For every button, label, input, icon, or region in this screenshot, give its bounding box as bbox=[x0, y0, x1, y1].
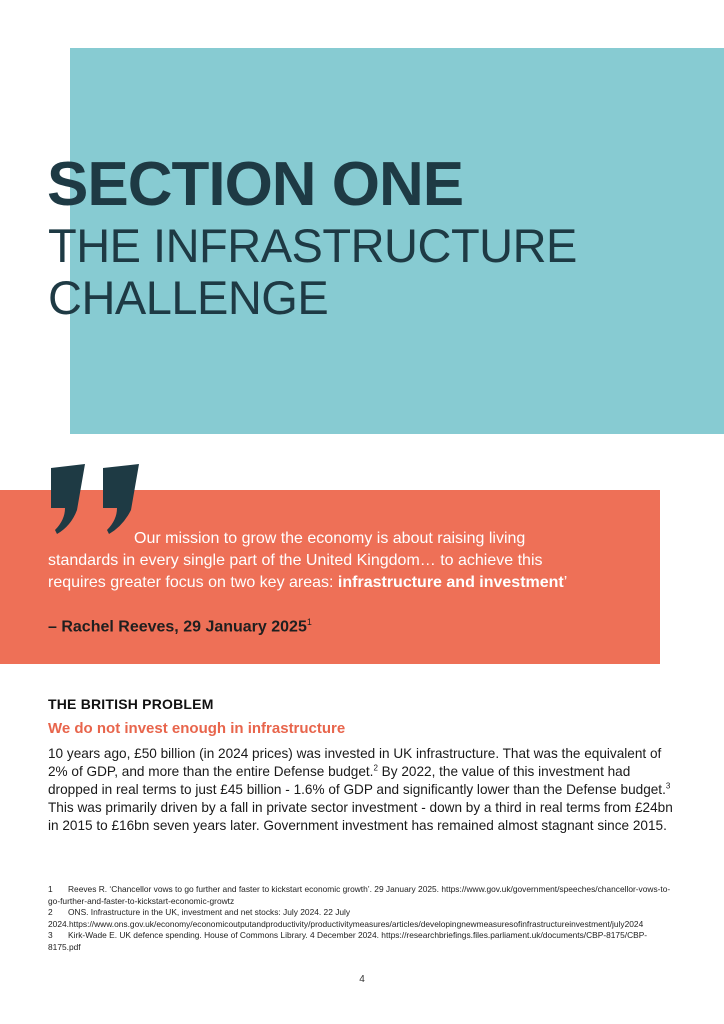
body-text-part-3: This was primarily driven by a fall in private sector investment - down by a third in real terms from £24bn in 2015 to £16bn seven years later. Government investment has remained almost stagnant since 2015. bbox=[48, 800, 673, 833]
quote-line-2: standards in every single part of the United Kingdom… to achieve this bbox=[48, 552, 543, 569]
footnote-text: Reeves R. ‘Chancellor vows to go further and faster to kickstart economic growth’. 29 January 2025. https://www.gov.uk/government/speeches/chancellor-vows-to-go-further-and-faster-to-kickstart-economic-growtz bbox=[48, 884, 671, 906]
footnote-number: 1 bbox=[48, 884, 53, 894]
body-text-part-1: 10 years ago, £50 billion (in 2024 prices) was invested in UK infrastructure. That was the equivalent of 2% of GDP, and more than the entire Defense budget. bbox=[48, 746, 662, 779]
footnote-ref-3: 3 bbox=[665, 781, 671, 791]
section-subheading: We do not invest enough in infrastructure bbox=[48, 720, 346, 737]
footnote-item bbox=[48, 930, 678, 953]
footnote-item bbox=[48, 884, 678, 907]
page-title bbox=[48, 220, 648, 324]
footnote-text: Kirk-Wade E. UK defence spending. House of Commons Library. 4 December 2024. https://researchbriefings.files.parliament.uk/documents/CBP-8175/CBP-8175.pdf bbox=[48, 930, 648, 952]
body-text-part-2: By 2022, the value of this investment had dropped in real terms to just £45 billion - 1.6% of GDP and significantly lower than the Defense budget. bbox=[48, 764, 666, 797]
footnote-ref-2: 2 bbox=[373, 763, 378, 773]
section-heading: THE BRITISH PROBLEM bbox=[48, 696, 214, 712]
quote-line-1: Our mission to grow the economy is about raising living bbox=[134, 530, 526, 547]
footnote-ref-1: 1 bbox=[306, 617, 312, 627]
footnote-text: ONS. Infrastructure in the UK, investment and net stocks: July 2024. 22 July 2024.https://www.ons.gov.uk/economy/economicoutputandproductivity/productivitymeasures/articles/developingnewmeasuresofinfrastructureinvestment/july2024 bbox=[48, 907, 644, 929]
footnotes bbox=[48, 884, 678, 954]
quote-line-3: requires greater focus on two key areas: bbox=[48, 574, 338, 591]
footnote-item bbox=[48, 907, 678, 930]
footnote-number: 2 bbox=[48, 907, 53, 918]
quote-mark-icon bbox=[47, 460, 147, 536]
section-label: SECTION ONE bbox=[47, 150, 464, 219]
attribution-text: – Rachel Reeves, 29 January 2025 bbox=[48, 618, 307, 636]
quote-close-mark: ’ bbox=[563, 574, 568, 591]
quote-text bbox=[48, 528, 658, 594]
body-paragraph bbox=[48, 745, 678, 835]
page-title-line-1: THE INFRASTRUCTURE bbox=[48, 219, 577, 272]
page-title-line-2: CHALLENGE bbox=[48, 271, 329, 324]
page-number: 4 bbox=[359, 974, 365, 985]
footnote-number: 3 bbox=[48, 930, 53, 941]
quote-emphasis: infrastructure and investment bbox=[337, 574, 564, 591]
quote-attribution bbox=[48, 617, 312, 636]
